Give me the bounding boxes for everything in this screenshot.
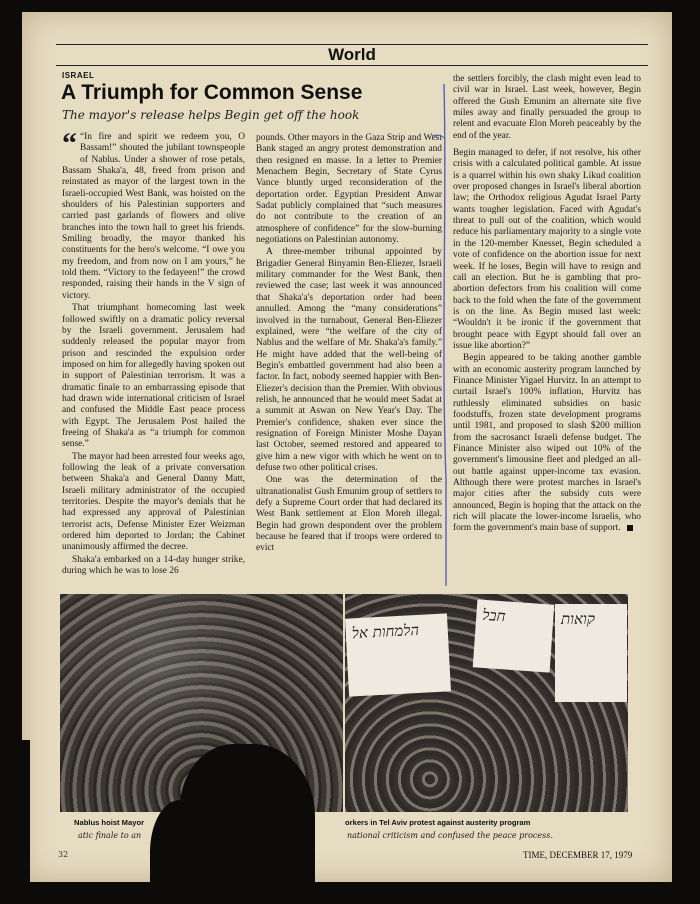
torn-area: [150, 800, 210, 904]
caption-fragment-right: national criticism and confused the peace process.: [347, 831, 553, 840]
section-header: World: [56, 44, 648, 66]
page-number: 32: [58, 850, 69, 859]
paragraph: Shaka'a embarked on a 14-day hunger strike, during which he was to lose 26: [62, 554, 245, 577]
headline: A Triumph for Common Sense: [61, 81, 363, 104]
paragraph: pounds. Other mayors in the Gaza Strip and West Bank staged an angry protest demonstration and then resigned en masse. In a letter to Premier Menachem Begin, Secretary of State Cyrus Vance bluntly urged reconsideration of the deportation order. Egyptian President Anwar Sadat publicly complained that “such measures do not contribute to the creation of an atmosphere of confidence” for the slow-burning negotiations on Palestinian autonomy.: [256, 133, 442, 246]
paragraph: A three-member tribunal appointed by Brigadier General Binyamin Ben-Eliezer, Israeli military commander for the West Bank, then reviewed the case; last week it was announced that Shaka'a's deportation order had been annulled. Among the “many considerations” involved in the turnabout, General Ben-Eliezer explained, were “the welfare of the city of Nablus and the welfare of Mr. Shaka'a's family.” He might have added that the well-being of Begin's embattled government had also been a factor. In fact, nobody seemed happier with Ben-Eliezer's decision than the Premier. With obvious relish, he announced that he would meet Sadat at a summit at Aswan on New Year's Day. The Premier's confidence, shaken ever since the resignation of Foreign Minister Moshe Dayan last October, seemed restored and appeared to give him a new vigor with which he went on to defuse two other political crises.: [256, 247, 442, 473]
torn-area: [0, 740, 30, 904]
paragraph: Begin managed to defer, if not resolve, his other crisis with a calculated political gamble. At issue is a quarrel within his own shaky Likud coalition over proposed changes in Israel's liberal abortion law; the Orthodox religious Agudat Israel Party wants tougher legislation. Faced with Agudat's threat to pull out of the coalition, which would reduce his parliamentary majority to a single vote in the 120-member Knesset, Begin scheduled a vote of confidence on the abortion issue for next week. If he loses, Begin will have to resign and call an election. But he is gambling that pro-abortion defectors from his coalition will come back to the fold when the fate of the government is on the line. As Begin mused last week: “Wouldn't it be ironic if the government that brought peace with Egypt should fall over an issue like abortion?”: [453, 148, 641, 351]
paragraph: the settlers forcibly, the clash might even lead to civil war in Israel. Last week, however, Begin offered the Gush Emunim an alternate site five miles away and finally persuaded the group to relent and evacuate Elon Moreh peaceably by the end of the year.: [453, 74, 641, 141]
subhead: The mayor's release helps Begin get off the hook: [62, 108, 360, 122]
paragraph: One was the determination of the ultranationalist Gush Emunim group of settlers to defy a Supreme Court order that had declared its West Bank settlement at Elon Moreh illegal. Begin had grown despondent over the problem because he feared that if troops were ordered to evict: [256, 475, 442, 554]
drop-quote: “: [62, 132, 77, 160]
footer-dateline: TIME, DECEMBER 17, 1979: [523, 850, 633, 860]
paragraph: “ “In fire and spirit we redeem you, O Bassam!” shouted the jubilant townspeople of Nablus. Under a shower of rose petals, Bassam Shaka'a, 48, freed from prison and reinstated as mayor of the largest town in the Israeli-occupied West Bank, was hoisted on the shoulders of his Palestinian supporters and carried past garlands of flowers and olive branches into the town hall to greet his friends. Smiling broadly, the mayor thanked his constituents for the hero's welcome. “I owe you my freedom, and from now on I am yours,” he told them. “Victory to the fedayeen!” the crowd responded, raising their hands in the V sign of victory.: [62, 132, 245, 301]
paragraph: Begin appeared to be taking another gamble with an economic austerity program launched by Finance Minister Yigael Hurvitz. In an attempt to curtail Israel's 100% inflation, Hurvitz has ruthlessly eliminated subsidies on basic foodstuffs, frozen state development programs until 1981, and proposed to slash $200 million from the sacrosanct Israeli defense budget. The Finance Minister also wiped out 10% of the government's limousine fleet and pledged an all-out battle against upper-income tax evasion. Although there were protest marches in Israel's major cities after the subsidy cuts were announced, Begin is hoping that the attack on the rich will placate the lower-income Israelis, who form the government's main base of support.: [453, 353, 641, 534]
protest-sign: קואות: [555, 604, 627, 702]
paragraph: That triumphant homecoming last week followed swiftly on a dramatic policy reversal by the Israeli government. Jerusalem had suddenly released the popular mayor from prison and rescinded the expulsion order imposed on him for allegedly having spoken out in support of Palestinian terrorism. It was a dramatic finale to an embarrassing episode that had drawn wide international criticism of Israel and confused the Middle East peace process with Egypt. The Jerusalem Post hailed the freeing of Shaka'a as “a triumph for common sense.”: [62, 303, 245, 450]
photo-caption-left: Nablus hoist Mayor: [74, 818, 145, 827]
caption-fragment-left: atic finale to an: [78, 831, 142, 840]
photo-tel-aviv-protest: [345, 594, 628, 812]
protest-sign: הלמחות אל: [345, 613, 451, 696]
photo-caption-right: orkers in Tel Aviv protest against austerity program: [345, 818, 531, 827]
protest-sign: חבל: [473, 599, 555, 672]
kicker: ISRAEL: [62, 71, 95, 80]
paragraph: The mayor had been arrested four weeks ago, following the leak of a private conversation between Shaka'a and General Danny Matt, Israeli military administrator of the occupied territories. Despite the mayor's denials that he had expressed any approval of Palestinian terrorist acts, Defense Minister Ezer Weizman ordered him deported to Jordan; the Cabinet unanimously affirmed the decree.: [62, 451, 245, 553]
